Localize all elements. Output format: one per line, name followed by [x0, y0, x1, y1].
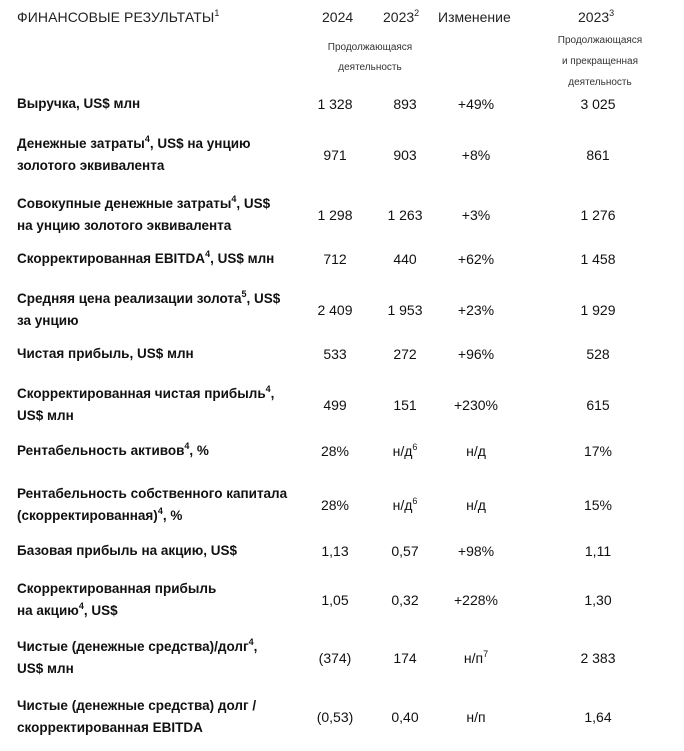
- cell-change: +49%: [457, 96, 495, 112]
- row-label: [17, 383, 307, 427]
- row-label-line1: Чистые (денежные средства) долг /: [17, 698, 257, 713]
- cell-change: +98%: [457, 543, 495, 559]
- cell-2023-all: 3 025: [580, 96, 616, 112]
- row-label-line1: Выручка, US$ млн: [17, 96, 141, 111]
- cell-2024: 499: [323, 397, 347, 413]
- cell-2023-all: 15%: [583, 497, 613, 513]
- table-row: [0, 133, 684, 177]
- row-label-line1: Совокупные денежные затраты$^4$, US$: [17, 194, 271, 211]
- row-label: [17, 193, 307, 237]
- cell-2023-all: 1,30: [584, 592, 612, 608]
- cell-2024: 971: [323, 147, 347, 163]
- table-row: [0, 248, 684, 270]
- cell-2023: 893: [393, 96, 417, 112]
- cell-2023-all: 1,64: [584, 709, 612, 725]
- row-label-line1: Рентабельность активов$^4$, %: [17, 441, 209, 458]
- row-label: [17, 578, 307, 622]
- cell-2023-all: 1 276: [580, 207, 616, 223]
- row-label: [17, 440, 307, 462]
- cell-change: +96%: [457, 346, 495, 362]
- row-label-line2: золотого эквивалента: [17, 158, 165, 173]
- table-row: [0, 383, 684, 427]
- table-row: [0, 483, 684, 527]
- cell-change: н/д: [466, 497, 486, 513]
- cell-2023-all: 2 383: [580, 650, 616, 666]
- row-label: [17, 133, 307, 177]
- row-label: [17, 248, 307, 270]
- cell-change: н/д: [466, 443, 486, 459]
- row-label-line2: на унцию золотого эквивалента: [17, 218, 232, 233]
- row-label: [17, 483, 307, 527]
- cell-2023: 1 263: [387, 207, 423, 223]
- cell-change: +8%: [461, 147, 491, 163]
- cell-change: +3%: [461, 207, 491, 223]
- cell-change: +23%: [457, 302, 495, 318]
- table-row: [0, 343, 684, 365]
- cell-2023: 0,57: [391, 543, 419, 559]
- row-label: [17, 636, 307, 680]
- row-label-line2: (скорректированная)$^4$, %: [17, 506, 183, 523]
- cell-2023: 272: [393, 346, 417, 362]
- header-sub-continuing: Продолжающаяся деятельность: [327, 42, 413, 73]
- table-row: [0, 695, 684, 739]
- cell-2023: 903: [393, 147, 417, 163]
- cell-2023: 0,40: [391, 709, 419, 725]
- row-label-line1: Скорректированная EBITDA$^4$, US$ млн: [17, 249, 275, 266]
- header-sub-continuing-discontinued: Продолжающаяся и прекращенная деятельность: [557, 35, 643, 88]
- header-label: ФИНАНСОВЫЕ РЕЗУЛЬТАТЫ$^1$: [17, 8, 220, 25]
- cell-2023-all: 1 458: [580, 251, 616, 267]
- table-row: [0, 193, 684, 237]
- row-label-line2: скорректированная EBITDA: [17, 720, 203, 735]
- row-label-line2: на акцию$^4$, US$: [17, 601, 118, 618]
- row-label-line1: Чистая прибыль, US$ млн: [17, 346, 194, 361]
- cell-2023-all: 17%: [583, 443, 613, 459]
- row-label-line1: Денежные затраты$^4$, US$ на унцию: [17, 134, 251, 151]
- table-header: [0, 0, 684, 88]
- table-row: [0, 636, 684, 680]
- cell-2024: 28%: [320, 497, 350, 513]
- cell-2024: 28%: [320, 443, 350, 459]
- cell-2023: $н/д^6$: [392, 496, 418, 513]
- row-label: [17, 93, 307, 115]
- row-label-line2: за унцию: [17, 313, 79, 328]
- cell-2023: 440: [393, 251, 417, 267]
- cell-2023-all: 861: [586, 147, 610, 163]
- table-row: [0, 578, 684, 622]
- row-label: [17, 540, 307, 562]
- row-label: [17, 288, 307, 332]
- cell-2023-all: 1,11: [584, 543, 612, 559]
- row-label-line1: Базовая прибыль на акцию, US$: [17, 543, 238, 558]
- row-label-line2: US$ млн: [17, 661, 74, 676]
- cell-2024: 1 328: [317, 96, 353, 112]
- row-label: [17, 343, 307, 365]
- cell-2023: 174: [393, 650, 417, 666]
- row-label-line1: Рентабельность собственного капитала: [17, 486, 288, 501]
- header-col-2024: 2024: [322, 9, 354, 25]
- cell-2024: 1,13: [321, 543, 349, 559]
- row-label-line1: Скорректированная прибыль: [17, 581, 217, 596]
- table-row: [0, 540, 684, 562]
- table-row: [0, 93, 684, 115]
- cell-2024: 712: [323, 251, 347, 267]
- row-label-line1: Средняя цена реализации золота$^5$, US$: [17, 289, 281, 306]
- cell-2023-all: 615: [586, 397, 610, 413]
- table-row: [0, 288, 684, 332]
- cell-change: $н/п^7$: [463, 649, 489, 666]
- cell-change: +62%: [457, 251, 495, 267]
- header-col-2023-all: 2023$^3$: [578, 8, 615, 25]
- cell-2024: 1 298: [317, 207, 353, 223]
- cell-change: н/п: [466, 709, 486, 725]
- row-label-line1: Скорректированная чистая прибыль$^4$,: [17, 384, 275, 401]
- cell-2023: 0,32: [391, 592, 419, 608]
- row-label-line1: Чистые (денежные средства)/долг$^4$,: [17, 637, 258, 654]
- cell-2024: 533: [323, 346, 347, 362]
- cell-2023: 151: [393, 397, 417, 413]
- cell-2023-all: 1 929: [580, 302, 616, 318]
- cell-2024: 2 409: [317, 302, 353, 318]
- cell-2023: 1 953: [387, 302, 423, 318]
- row-label-line2: US$ млн: [17, 408, 74, 423]
- cell-2023: $н/д^6$: [392, 442, 418, 459]
- cell-change: +228%: [454, 592, 498, 608]
- table-row: [0, 440, 684, 462]
- cell-change: +230%: [454, 397, 498, 413]
- row-label: [17, 695, 307, 739]
- cell-2024: (0,53): [316, 709, 354, 725]
- cell-2024: (374): [318, 650, 352, 666]
- header-col-2023: 2023$^2$: [383, 8, 420, 25]
- header-col-change: Изменение: [438, 9, 511, 25]
- cell-2023-all: 528: [586, 346, 610, 362]
- cell-2024: 1,05: [321, 592, 349, 608]
